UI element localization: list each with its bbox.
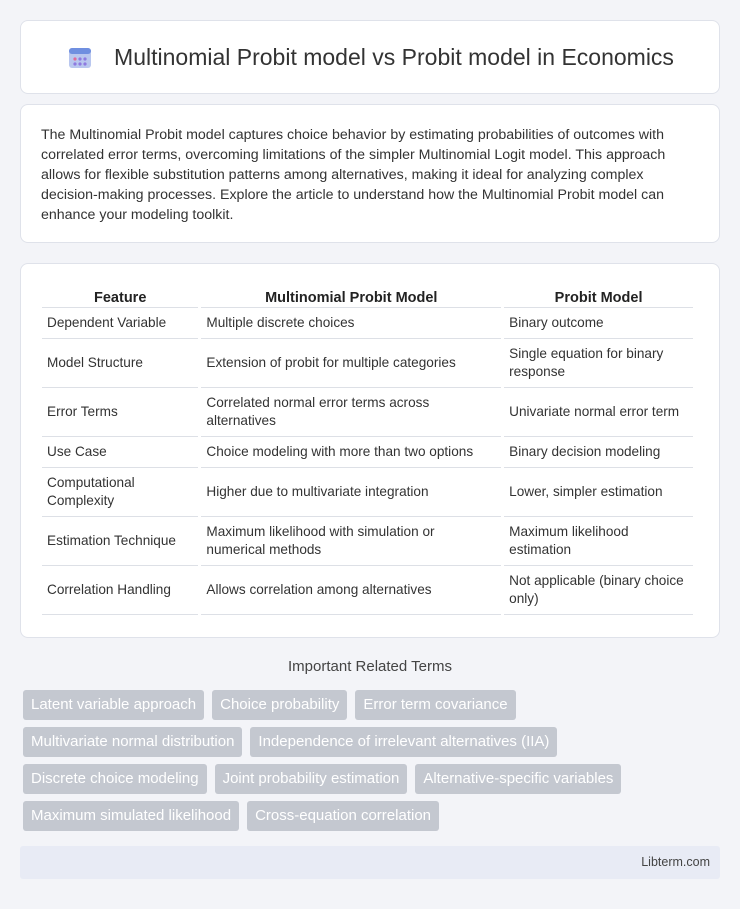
- table-cell: Maximum likelihood with simulation or numerical methods: [201, 517, 501, 566]
- intro-card: [20, 104, 720, 243]
- related-terms-title: Important Related Terms: [288, 658, 452, 675]
- term-tag[interactable]: Maximum simulated likelihood: [23, 801, 239, 831]
- table-cell: Choice modeling with more than two options: [201, 437, 501, 468]
- table-row: [42, 517, 693, 566]
- table-cell: Binary decision modeling: [504, 437, 693, 468]
- page-title: Multinomial Probit model vs Probit model in Economics: [114, 43, 674, 70]
- footer: [20, 846, 720, 879]
- table-cell: Higher due to multivariate integration: [201, 468, 501, 517]
- term-tag[interactable]: Alternative-specific variables: [415, 764, 621, 794]
- term-tag[interactable]: Choice probability: [212, 690, 347, 720]
- table-cell: Model Structure: [42, 339, 198, 388]
- table-cell: Univariate normal error term: [504, 388, 693, 437]
- comparison-table-card: [20, 263, 720, 638]
- table-cell: Dependent Variable: [42, 308, 198, 339]
- table-header-row: [42, 282, 693, 308]
- intro-text: The Multinomial Probit model captures choice behavior by estimating probabilities of outcomes with correlated error terms, overcoming limitations of the simpler Multinomial Logit model. This approach allows for flexible substitution patterns among alternatives, making it ideal for analyzing complex decision-making processes. Explore the article to understand how the Multinomial Probit model can enhance your modeling toolkit.: [41, 127, 666, 223]
- term-tag[interactable]: Joint probability estimation: [215, 764, 408, 794]
- term-tag[interactable]: Independence of irrelevant alternatives (IIA): [250, 727, 557, 757]
- table-cell: Lower, simpler estimation: [504, 468, 693, 517]
- comparison-table: [39, 282, 696, 615]
- table-cell: Use Case: [42, 437, 198, 468]
- tag-row: [23, 801, 447, 831]
- table-cell: Correlated normal error terms across alternatives: [201, 388, 501, 437]
- table-row: [42, 339, 693, 388]
- term-tag[interactable]: Multivariate normal distribution: [23, 727, 242, 757]
- table-row: [42, 388, 693, 437]
- table-row: [42, 308, 693, 339]
- term-tag[interactable]: Latent variable approach: [23, 690, 204, 720]
- table-cell: Allows correlation among alternatives: [201, 566, 501, 615]
- term-tag[interactable]: Error term covariance: [355, 690, 515, 720]
- table-cell: Error Terms: [42, 388, 198, 437]
- tag-row: [23, 690, 524, 720]
- table-cell: Extension of probit for multiple categories: [201, 339, 501, 388]
- header-card: [20, 20, 720, 94]
- calendar-icon: [66, 43, 94, 71]
- table-cell: Maximum likelihood estimation: [504, 517, 693, 566]
- table-cell: Correlation Handling: [42, 566, 198, 615]
- footer-brand-link[interactable]: Libterm.com: [641, 855, 710, 869]
- column-header: Feature: [42, 282, 198, 308]
- table-cell: Single equation for binary response: [504, 339, 693, 388]
- table-row: [42, 566, 693, 615]
- column-header: Probit Model: [504, 282, 693, 308]
- table-cell: Binary outcome: [504, 308, 693, 339]
- term-tag[interactable]: Discrete choice modeling: [23, 764, 207, 794]
- term-tag[interactable]: Cross-equation correlation: [247, 801, 439, 831]
- table-row: [42, 468, 693, 517]
- tag-row: [23, 764, 629, 794]
- tag-row: [23, 727, 565, 757]
- column-header: Multinomial Probit Model: [201, 282, 501, 308]
- table-row: [42, 437, 693, 468]
- table-cell: Estimation Technique: [42, 517, 198, 566]
- table-cell: Computational Complexity: [42, 468, 198, 517]
- table-cell: Not applicable (binary choice only): [504, 566, 693, 615]
- table-cell: Multiple discrete choices: [201, 308, 501, 339]
